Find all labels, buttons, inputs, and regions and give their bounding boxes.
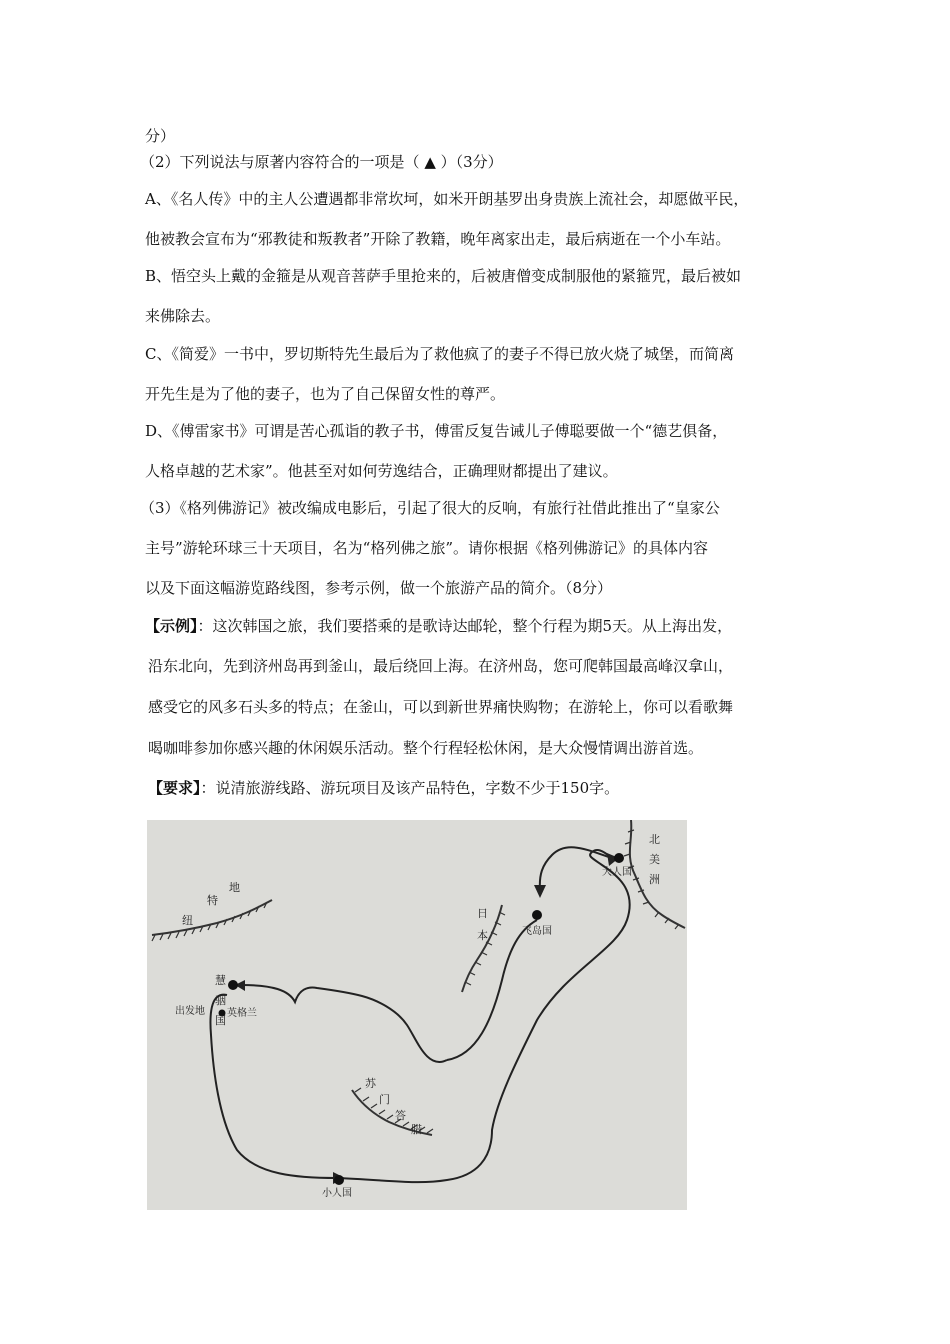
- label-huiyin: 慧 骃 国: [215, 974, 226, 1027]
- label-sumatra-3: 答: [395, 1109, 406, 1122]
- option-d-line-1: D、《傅雷家书》可谓是苦心孤诣的教子书，傅雷反复告诫儿子傅聪要做一个“德艺俱备，: [145, 422, 728, 440]
- text-line-1: 分）: [145, 127, 176, 145]
- coastline-newzealand-hatch: [152, 902, 267, 941]
- label-sumatra-1: 苏: [365, 1077, 376, 1090]
- example-label: 【示例】: [145, 617, 198, 635]
- question-3-line-3: 以及下面这幅游览路线图，参考示例，做一个旅游产品的简介。（8分）: [145, 579, 613, 597]
- requirement-label: 【要求】: [148, 779, 201, 797]
- example-line-2: 沿东北向，先到济州岛再到釜山，最后绕回上海。在济州岛，您可爬韩国最高峰汉拿山，: [148, 657, 734, 675]
- label-england: 英格兰: [227, 1008, 257, 1019]
- label-newzealand-1: 纽: [182, 914, 193, 927]
- label-newzealand-2: 特: [207, 894, 218, 907]
- label-sumatra-4: 腊: [411, 1123, 422, 1136]
- option-d-line-2: 人格卓越的艺术家”。他甚至对如何劳逸结合，正确理财都提出了建议。: [145, 462, 618, 480]
- route-to-huiyin: [242, 920, 537, 1062]
- question-2: （2）下列说法与原著内容符合的一项是（ ▲ ）（3分）: [140, 153, 503, 171]
- label-north-america: 北 美 洲: [649, 833, 660, 886]
- example-line-4: 喝咖啡参加你感兴趣的休闲娱乐活动。整个行程轻松休闲，是大众慢情调出游首选。: [148, 739, 704, 757]
- option-c-line-1: C、《简爱》一书中，罗切斯特先生最后为了救他疯了的妻子不得已放火烧了城堡，而简离: [145, 345, 734, 363]
- label-lilliput: 小人国: [322, 1188, 352, 1199]
- option-a-line-2: 他被教会宣布为“邪教徒和叛教者”开除了教籍，晚年离家出走，最后病逝在一个小车站。: [145, 230, 731, 248]
- option-b-line-1: B、悟空头上戴的金箍是从观音菩萨手里抢来的，后被唐僧变成制服他的紧箍咒，最后被如: [145, 267, 742, 285]
- label-sumatra-2: 门: [379, 1093, 390, 1106]
- example-text: ：这次韩国之旅，我们要搭乘的是歌诗达邮轮，整个行程为期5天。从上海出发，: [197, 617, 733, 635]
- dot-flying-island: [532, 910, 542, 920]
- option-c-line-2: 开先生是为了他的妻子，也为了自己保留女性的尊严。: [145, 385, 506, 403]
- option-a-line-1: A、《名人传》中的主人公遭遇都非常坎坷，如米开朗基罗出身贵族上流社会，却愿做平民，: [145, 190, 749, 208]
- label-start: 出发地: [175, 1006, 205, 1017]
- dot-giant: [614, 853, 624, 863]
- route-map: [147, 820, 687, 1210]
- label-newzealand-3: 地: [229, 881, 240, 894]
- label-japan: 日 本: [477, 907, 488, 942]
- example-line-3: 感受它的风多石头多的特点；在釜山，可以到新世界痛快购物；在游轮上，你可以看歌舞: [148, 698, 734, 716]
- label-giant: 大人国: [602, 867, 632, 878]
- question-3-line-2: 主号”游轮环球三十天项目，名为“格列佛之旅”。请你根据《格列佛游记》的具体内容: [145, 539, 709, 557]
- requirement-text: ：说清旅游线路、游玩项目及该产品特色，字数不少于150字。: [200, 779, 620, 797]
- requirement-line: [148, 778, 619, 798]
- dot-lilliput: [334, 1175, 344, 1185]
- question-3-line-1: （3）《格列佛游记》被改编成电影后，引起了很大的反响，有旅行社借此推出了“皇家公: [140, 499, 720, 517]
- dot-huiyin: [228, 980, 238, 990]
- arrow-to-flying-island: [534, 885, 546, 898]
- option-b-line-2: 来佛除去。: [145, 307, 221, 325]
- label-flying-island: 飞岛国: [522, 926, 552, 937]
- example-line-1: [145, 616, 732, 636]
